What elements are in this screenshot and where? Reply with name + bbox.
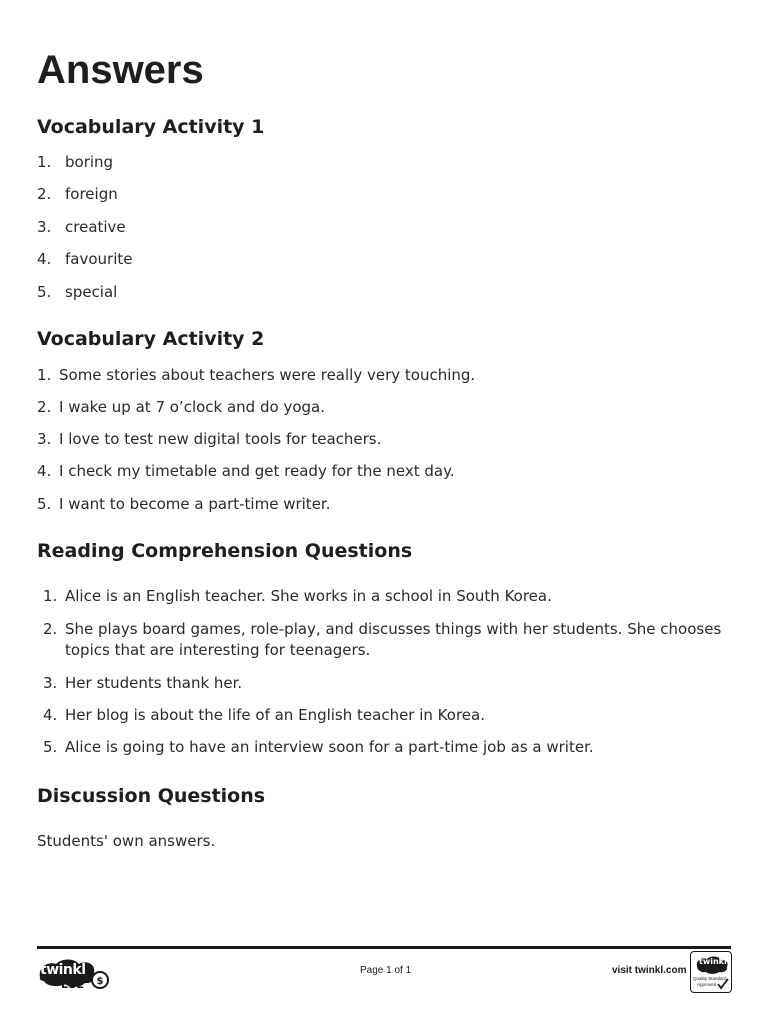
item-text: Her blog is about the life of an English teacher in Korea. [65,706,485,724]
item-number: 2. [43,620,58,638]
item-number: 3. [43,674,58,692]
item-number: 2. [37,398,52,416]
quality-standard-badge [690,951,732,993]
discussion-heading: Discussion Questions [37,785,266,807]
discussion-answer: Students' own answers. [37,832,216,850]
item-number: 3. [37,430,52,448]
item-text: I want to become a part-time writer. [59,495,331,513]
item-text-continued: topics that are interesting for teenagers. [65,641,371,659]
item-text: Her students thank her. [65,674,243,692]
logo-text: twinkl [40,962,86,978]
vocab-activity-2-heading: Vocabulary Activity 2 [37,328,265,350]
item-number: 2. [37,185,52,203]
footer-divider [37,946,731,949]
item-number: 1. [37,366,52,384]
item-text: I love to test new digital tools for teachers. [59,430,382,448]
page-number: Page 1 of 1 [360,965,412,976]
item-text: foreign [65,185,118,203]
visit-link[interactable]: visit twinkl.com [612,965,687,976]
item-number: 4. [43,706,58,724]
item-text: creative [65,218,126,236]
item-text: special [65,283,118,301]
item-text: favourite [65,250,133,268]
item-text: Some stories about teachers were really very touching. [59,366,476,384]
badge-line-2: Approved [697,982,717,987]
item-text: Alice is an English teacher. She works in a school in South Korea. [65,587,552,605]
item-number: 1. [37,153,52,171]
item-text: I wake up at 7 o’clock and do yoga. [59,398,325,416]
item-number: 5. [37,495,52,513]
item-number: 3. [37,218,52,236]
item-text: boring [65,153,114,171]
item-number: 4. [37,250,52,268]
svg-text:$: $ [96,976,104,987]
item-text: She plays board games, role-play, and discusses things with her students. She chooses [65,620,722,638]
item-text: Alice is going to have an interview soon for a part-time job as a writer. [65,738,594,756]
badge-brand: twinkl [699,957,727,966]
badge-line-1: Quality Standard [693,976,727,981]
item-text: I check my timetable and get ready for the next day. [59,462,455,480]
page-title: Answers [37,48,204,92]
reading-comprehension-heading: Reading Comprehension Questions [37,540,413,562]
twinkl-esl-logo[interactable] [36,955,114,995]
logo-subtext: ESL [61,978,84,991]
item-number: 4. [37,462,52,480]
vocab-activity-1-heading: Vocabulary Activity 1 [37,116,265,138]
item-number: 5. [37,283,52,301]
item-number: 5. [43,738,58,756]
item-number: 1. [43,587,58,605]
